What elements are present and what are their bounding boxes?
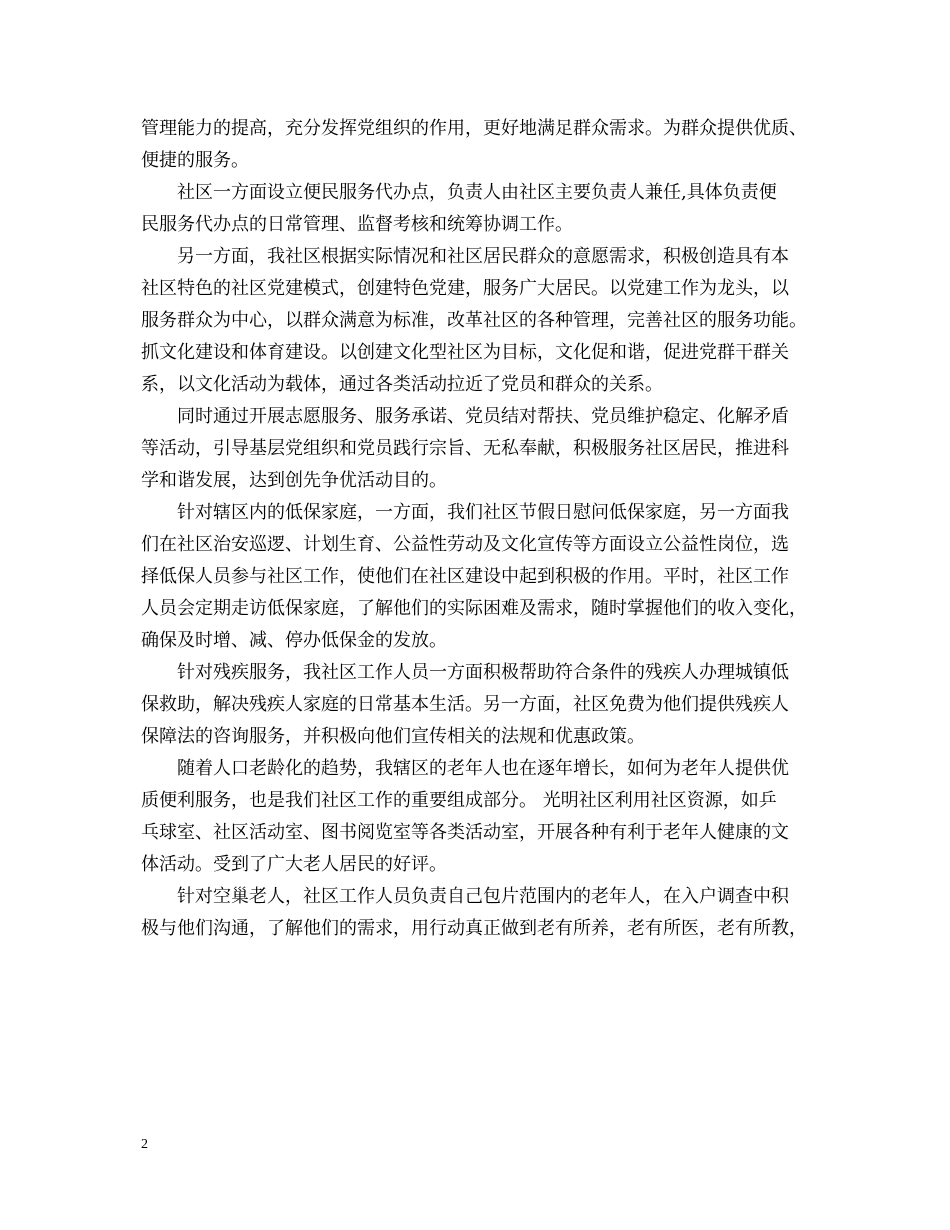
text-line: 等活动，引导基层党组织和党员践行宗旨、无私奉献，积极服务社区居民，推进科: [141, 438, 789, 459]
text-line: 管理能力的提高，充分发挥党组织的作用，更好地满足群众需求。为群众提供优质、: [141, 118, 807, 139]
text-line: 们在社区治安巡逻、计划生育、公益性劳动及文化宣传等方面设立公益性岗位，选: [141, 534, 789, 555]
text-line: 民服务代办点的日常管理、监督考核和统筹协调工作。: [141, 214, 573, 235]
paragraph-first-line: 针对辖区内的低保家庭，一方面，我们社区节假日慰问低保家庭，另一方面我: [177, 502, 789, 523]
paragraph-first-line: 随着人口老龄化的趋势，我辖区的老年人也在逐年增长，如何为老年人提供优: [177, 758, 789, 779]
text-line: 服务群众为中心，以群众满意为标准，改革社区的各种管理，完善社区的服务功能。: [141, 310, 807, 331]
page-number: 2: [141, 1137, 148, 1152]
text-line: 确保及时增、减、停办低保金的发放。: [141, 630, 447, 651]
text-line: 质便利服务，也是我们社区工作的重要组成部分。 光明社区利用社区资源，如乒: [141, 790, 777, 811]
paragraph-first-line: 社区一方面设立便民服务代办点，负责人由社区主要负责人兼任,具体负责便: [177, 182, 777, 203]
body-text: [141, 113, 831, 945]
text-line: 人员会定期走访低保家庭，了解他们的实际困难及需求，随时掌握他们的收入变化，: [141, 598, 807, 619]
text-line: 保障法的咨询服务，并积极向他们宣传相关的法规和优惠政策。: [141, 726, 645, 747]
text-line: 体活动。受到了广大老人居民的好评。: [141, 854, 447, 875]
text-line: 抓文化建设和体育建设。以创建文化型社区为目标，文化促和谐，促进党群干群关: [141, 342, 789, 363]
paragraph-first-line: 针对空巢老人，社区工作人员负责自己包片范围内的老年人，在入户调查中积: [177, 886, 789, 907]
text-line: 极与他们沟通，了解他们的需求，用行动真正做到老有所养，老有所医，老有所教，: [141, 918, 807, 939]
text-line: 择低保人员参与社区工作，使他们在社区建设中起到积极的作用。平时，社区工作: [141, 566, 789, 587]
text-line: 便捷的服务。: [141, 150, 249, 171]
text-line: 乓球室、社区活动室、图书阅览室等各类活动室，开展各种有利于老年人健康的文: [141, 822, 789, 843]
paragraph-first-line: 针对残疾服务，我社区工作人员一方面积极帮助符合条件的残疾人办理城镇低: [177, 662, 789, 683]
paragraph-first-line: 另一方面，我社区根据实际情况和社区居民群众的意愿需求，积极创造具有本: [177, 246, 789, 267]
text-line: 学和谐发展，达到创先争优活动目的。: [141, 470, 447, 491]
text-line: 保救助，解决残疾人家庭的日常基本生活。另一方面，社区免费为他们提供残疾人: [141, 694, 789, 715]
paragraph-first-line: 同时通过开展志愿服务、服务承诺、党员结对帮扶、党员维护稳定、化解矛盾: [177, 406, 789, 427]
text-line: 系，以文化活动为载体，通过各类活动拉近了党员和群众的关系。: [141, 374, 663, 395]
text-line: 社区特色的社区党建模式，创建特色党建，服务广大居民。以党建工作为龙头，以: [141, 278, 789, 299]
